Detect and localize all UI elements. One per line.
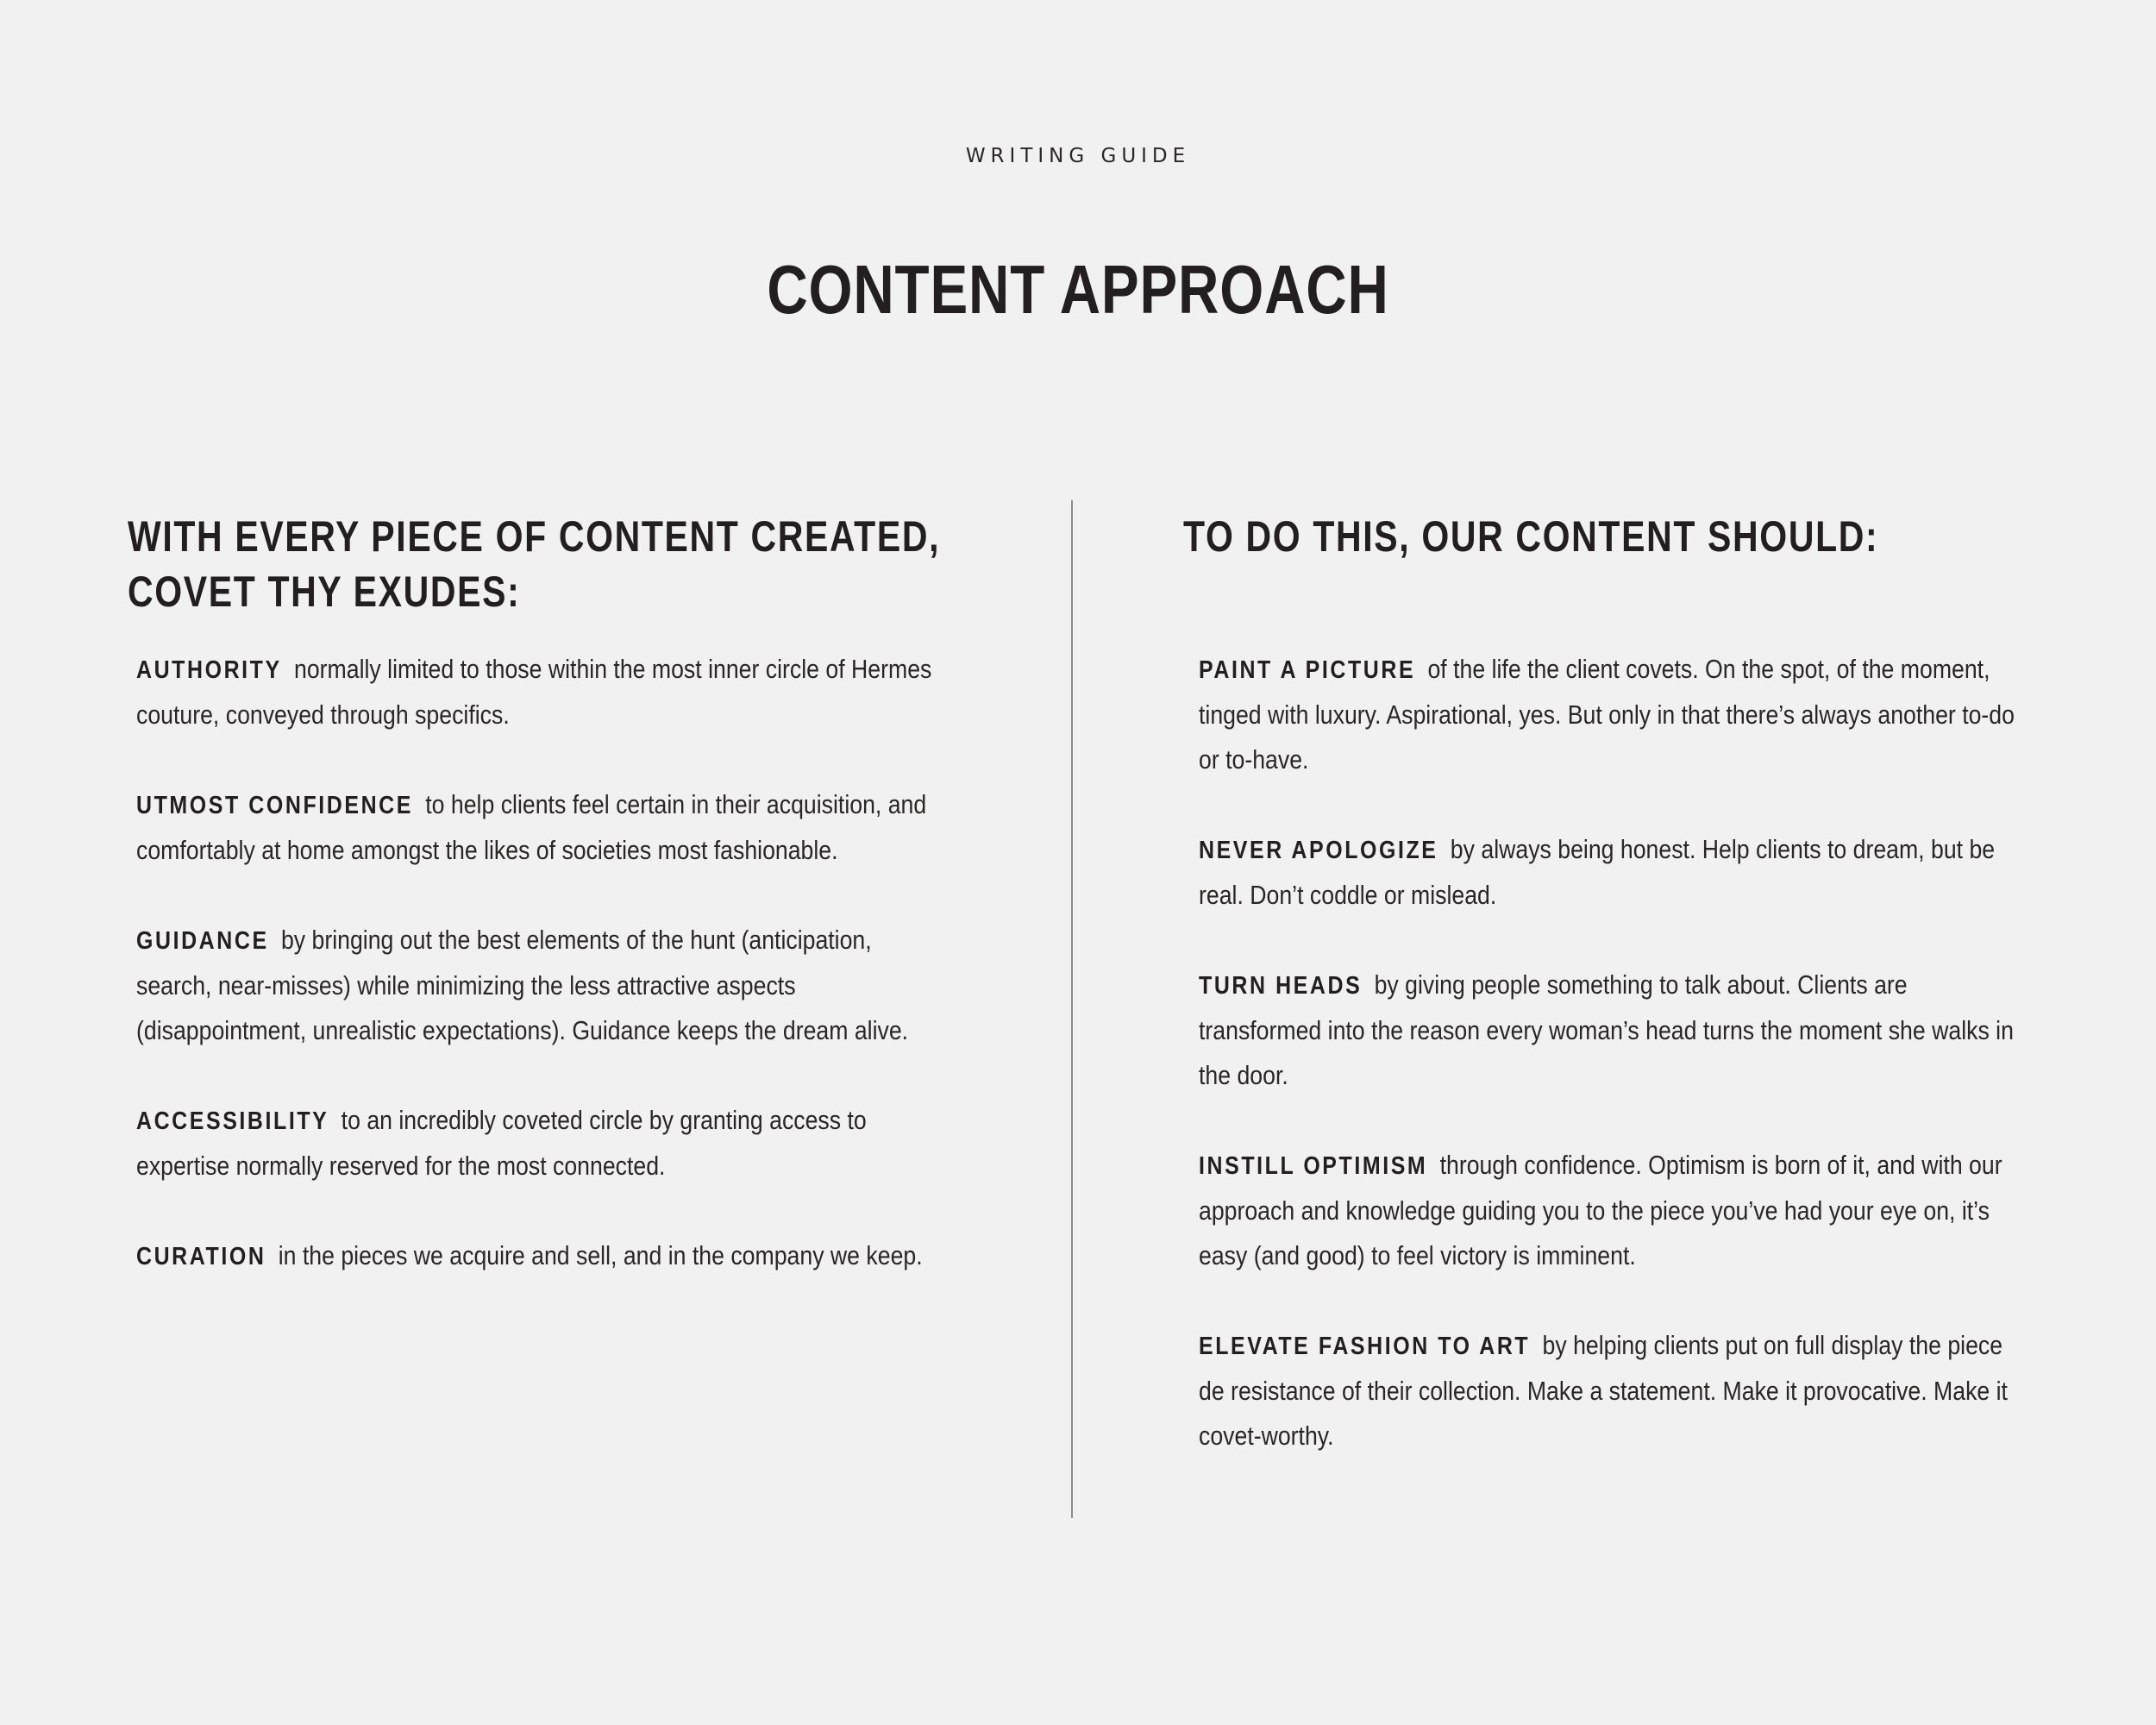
list-item bbox=[1199, 1323, 2046, 1458]
left-heading-line-2: COVET THY EXUDES: bbox=[128, 568, 521, 616]
item-term: TURN HEADS bbox=[1199, 972, 1363, 1000]
item-text: through confidence. Optimism is born of it, and with our approach and knowledge guiding you to the piece you’ve had your eye on, it’s easy (and good) to feel victory is imminent. bbox=[1199, 1150, 2002, 1270]
item-term: AUTHORITY bbox=[136, 656, 282, 684]
item-text: to an incredibly coveted circle by granting access to expertise normally reserved for the most connected. bbox=[136, 1105, 867, 1181]
item-text: normally limited to those within the most inner circle of Hermes couture, conveyed through specifics. bbox=[136, 654, 932, 730]
item-term: NEVER APOLOGIZE bbox=[1199, 837, 1438, 864]
left-item-list bbox=[128, 647, 990, 1279]
eyebrow-label: WRITING GUIDE bbox=[965, 145, 1191, 167]
right-column-heading: TO DO THIS, OUR CONTENT SHOULD: bbox=[1183, 512, 1879, 561]
right-column bbox=[1183, 509, 2046, 1503]
item-term: UTMOST CONFIDENCE bbox=[136, 792, 413, 819]
list-item bbox=[1199, 963, 2046, 1098]
item-text: by bringing out the best elements of the hunt (anticipation, search, near-misses) while minimizing the less attractive aspects (disappointment, unrealistic expectations). Guidance keeps the dream alive. bbox=[136, 925, 909, 1045]
left-column bbox=[128, 509, 990, 1324]
item-text: by giving people something to talk about. Clients are transformed into the reason every woman’s head turns the moment she walks in the door. bbox=[1199, 969, 2014, 1090]
item-term: ACCESSIBILITY bbox=[136, 1107, 329, 1135]
list-item bbox=[136, 918, 990, 1053]
right-item-list bbox=[1183, 647, 2046, 1458]
list-item bbox=[136, 1098, 990, 1189]
item-term: GUIDANCE bbox=[136, 927, 269, 955]
item-text: to help clients feel certain in their acquisition, and comfortably at home amongst the likes of societies most fashionable. bbox=[136, 789, 927, 865]
left-column-heading bbox=[128, 509, 976, 647]
page-title: CONTENT APPROACH bbox=[767, 250, 1389, 328]
list-item bbox=[1199, 827, 2046, 918]
item-text: in the pieces we acquire and sell, and in the company we keep. bbox=[278, 1240, 923, 1270]
list-item bbox=[136, 1233, 990, 1279]
item-term: PAINT A PICTURE bbox=[1199, 656, 1416, 684]
item-text: by always being honest. Help clients to dream, but be real. Don’t coddle or mislead. bbox=[1199, 834, 1996, 910]
list-item bbox=[1199, 1143, 2046, 1278]
list-item bbox=[1199, 647, 2046, 782]
list-item bbox=[136, 782, 990, 873]
item-term: INSTILL OPTIMISM bbox=[1199, 1152, 1428, 1180]
item-text: by helping clients put on full display the piece de resistance of their collection. Make a statement. Make it provocative. Make it covet-worthy. bbox=[1199, 1330, 2008, 1451]
column-divider bbox=[1071, 500, 1073, 1518]
item-term: ELEVATE FASHION TO ART bbox=[1199, 1333, 1531, 1360]
left-heading-line-1: WITH EVERY PIECE OF CONTENT CREATED, bbox=[128, 512, 941, 561]
item-text: of the life the client covets. On the spot, of the moment, tinged with luxury. Aspirational, yes. But only in that there’s always another to-do or to-have. bbox=[1199, 654, 2015, 775]
item-term: CURATION bbox=[136, 1243, 266, 1270]
list-item bbox=[136, 647, 990, 737]
